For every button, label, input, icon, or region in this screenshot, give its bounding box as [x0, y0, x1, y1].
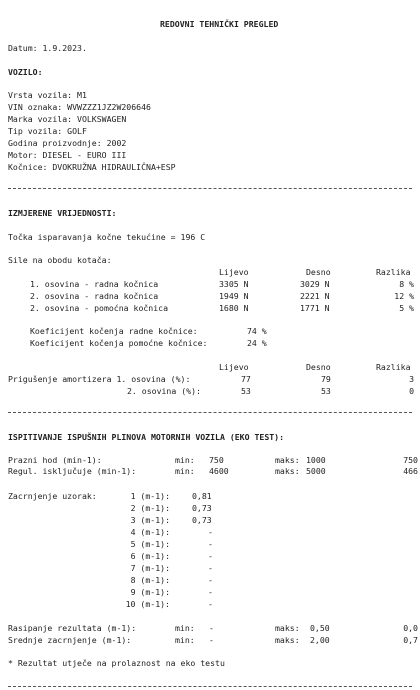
brake-row-diff: 5 %	[399, 303, 414, 313]
sample-value: -	[208, 587, 213, 597]
rpm-row-max: 1000	[306, 455, 326, 465]
summary-row-max-label: maks:	[275, 635, 300, 645]
inspection-date: Datum: 1.9.2023.	[8, 43, 87, 53]
sample-number: 2 (m-1):	[130, 503, 170, 513]
summary-row-max: 2,00	[310, 635, 330, 645]
damping-row-right: 53	[321, 386, 331, 396]
summary-row-max-label: maks:	[275, 623, 300, 633]
col-header-diff: Razlika	[376, 362, 411, 372]
rpm-row-value: 750	[403, 455, 418, 465]
brake-row-right: 3029 N	[300, 279, 330, 289]
brake-row-right: 1771 N	[300, 303, 330, 313]
rpm-row-min-label: min:	[175, 466, 195, 476]
separator-2	[8, 412, 412, 413]
separator-3	[8, 686, 412, 687]
sample-value: -	[208, 527, 213, 537]
summary-row-value: 0,0	[403, 623, 418, 633]
parking-brake-coefficient-value: 24 %	[247, 338, 267, 348]
rpm-row-min-label: min:	[175, 455, 195, 465]
col-header-diff: Razlika	[376, 267, 411, 277]
sample-number: 3 (m-1):	[130, 515, 170, 525]
sample-value: -	[208, 539, 213, 549]
brake-row-diff: 12 %	[394, 291, 414, 301]
rpm-row-max-label: maks:	[275, 455, 300, 465]
sample-number: 4 (m-1):	[130, 527, 170, 537]
summary-row-min: -	[209, 623, 214, 633]
damping-row-label: Prigušenje amortizera 1. osovina (%):	[8, 374, 191, 384]
brake-row-label: 2. osovina - radna kočnica	[30, 291, 159, 301]
col-header-right: Desno	[306, 267, 331, 277]
sample-value: 0,73	[192, 503, 212, 513]
sample-number: 8 (m-1):	[130, 575, 170, 585]
brake-row-diff: 8 %	[399, 279, 414, 289]
sample-value: -	[208, 599, 213, 609]
col-header-right: Desno	[306, 362, 331, 372]
wheel-forces-label: Sile na obodu kotača:	[8, 255, 112, 265]
sample-value: -	[208, 563, 213, 573]
brake-fluid-boiling-point: Točka isparavanja kočne tekućine = 196 C	[8, 232, 206, 242]
brake-row-label: 1. osovina - radna kočnica	[30, 279, 159, 289]
brake-row-left: 3305 N	[219, 279, 249, 289]
rpm-row-value: 466	[403, 466, 418, 476]
sample-number: 5 (m-1):	[130, 539, 170, 549]
brake-row-left: 1680 N	[219, 303, 249, 313]
col-header-left: Lijevo	[219, 267, 249, 277]
rpm-row-min: 750	[209, 455, 224, 465]
sample-number: 7 (m-1):	[130, 563, 170, 573]
separator-1	[8, 188, 412, 189]
sample-number: 10 (m-1):	[125, 599, 170, 609]
vehicle-model: Tip vozila: GOLF	[8, 126, 87, 136]
vehicle-type: Vrsta vozila: M1	[8, 90, 87, 100]
rpm-row-min: 4600	[209, 466, 229, 476]
rpm-row-max: 5000	[306, 466, 326, 476]
damping-row-left: 53	[241, 386, 251, 396]
summary-row-value: 0,7	[403, 635, 418, 645]
brake-row-label: 2. osovina - pomoćna kočnica	[30, 303, 169, 313]
summary-row-min-label: min:	[175, 623, 195, 633]
summary-row-min-label: min:	[175, 635, 195, 645]
sample-value: 0,81	[192, 491, 212, 501]
service-brake-coefficient-label: Koeficijent kočenja radne kočnice:	[30, 326, 198, 336]
sample-value: -	[208, 551, 213, 561]
vehicle-heading: VOZILO:	[8, 67, 43, 77]
sample-number: 6 (m-1):	[130, 551, 170, 561]
damping-row-diff: 3	[409, 374, 414, 384]
summary-row-label: Rasipanje rezultata (m-1):	[8, 623, 137, 633]
document-title: REDOVNI TEHNIČKI PREGLED	[160, 19, 279, 29]
damping-row-left: 77	[241, 374, 251, 384]
brake-row-left: 1949 N	[219, 291, 249, 301]
vehicle-year: Godina proizvodnje: 2002	[8, 138, 127, 148]
sample-value: 0,73	[192, 515, 212, 525]
vehicle-vin: VIN oznaka: WVWZZZ1JZ2W206646	[8, 102, 151, 112]
damping-row-diff: 0	[409, 386, 414, 396]
opacity-samples-label: Zacrnjenje uzorak:	[8, 491, 97, 501]
service-brake-coefficient-value: 74 %	[247, 326, 267, 336]
col-header-left: Lijevo	[219, 362, 249, 372]
measured-heading: IZMJERENE VRIJEDNOSTI:	[8, 208, 117, 218]
rpm-row-label: Regul. isključuje (min-1):	[8, 466, 137, 476]
summary-row-min: -	[209, 635, 214, 645]
rpm-row-label: Prazni hod (min-1):	[8, 455, 102, 465]
sample-number: 1 (m-1):	[130, 491, 170, 501]
sample-value: -	[208, 575, 213, 585]
vehicle-brakes: Kočnice: DVOKRUŽNA HIDRAULIČNA+ESP	[8, 162, 176, 172]
rpm-row-max-label: maks:	[275, 466, 300, 476]
eco-test-footnote: * Rezultat utječe na prolaznost na eko testu	[8, 658, 225, 668]
summary-row-max: 0,50	[310, 623, 330, 633]
damping-row-label: 2. osovina (%):	[127, 386, 201, 396]
emissions-heading: ISPITIVANJE ISPUŠNIH PLINOVA MOTORNIH VOZILA (EKO TEST):	[8, 432, 285, 442]
brake-row-right: 2221 N	[300, 291, 330, 301]
parking-brake-coefficient-label: Koeficijent kočenja pomoćne kočnice:	[30, 338, 208, 348]
vehicle-make: Marka vozila: VOLKSWAGEN	[8, 114, 127, 124]
vehicle-engine: Motor: DIESEL - EURO III	[8, 150, 127, 160]
damping-row-right: 79	[321, 374, 331, 384]
sample-number: 9 (m-1):	[130, 587, 170, 597]
summary-row-label: Srednje zacrnjenje (m-1):	[8, 635, 132, 645]
